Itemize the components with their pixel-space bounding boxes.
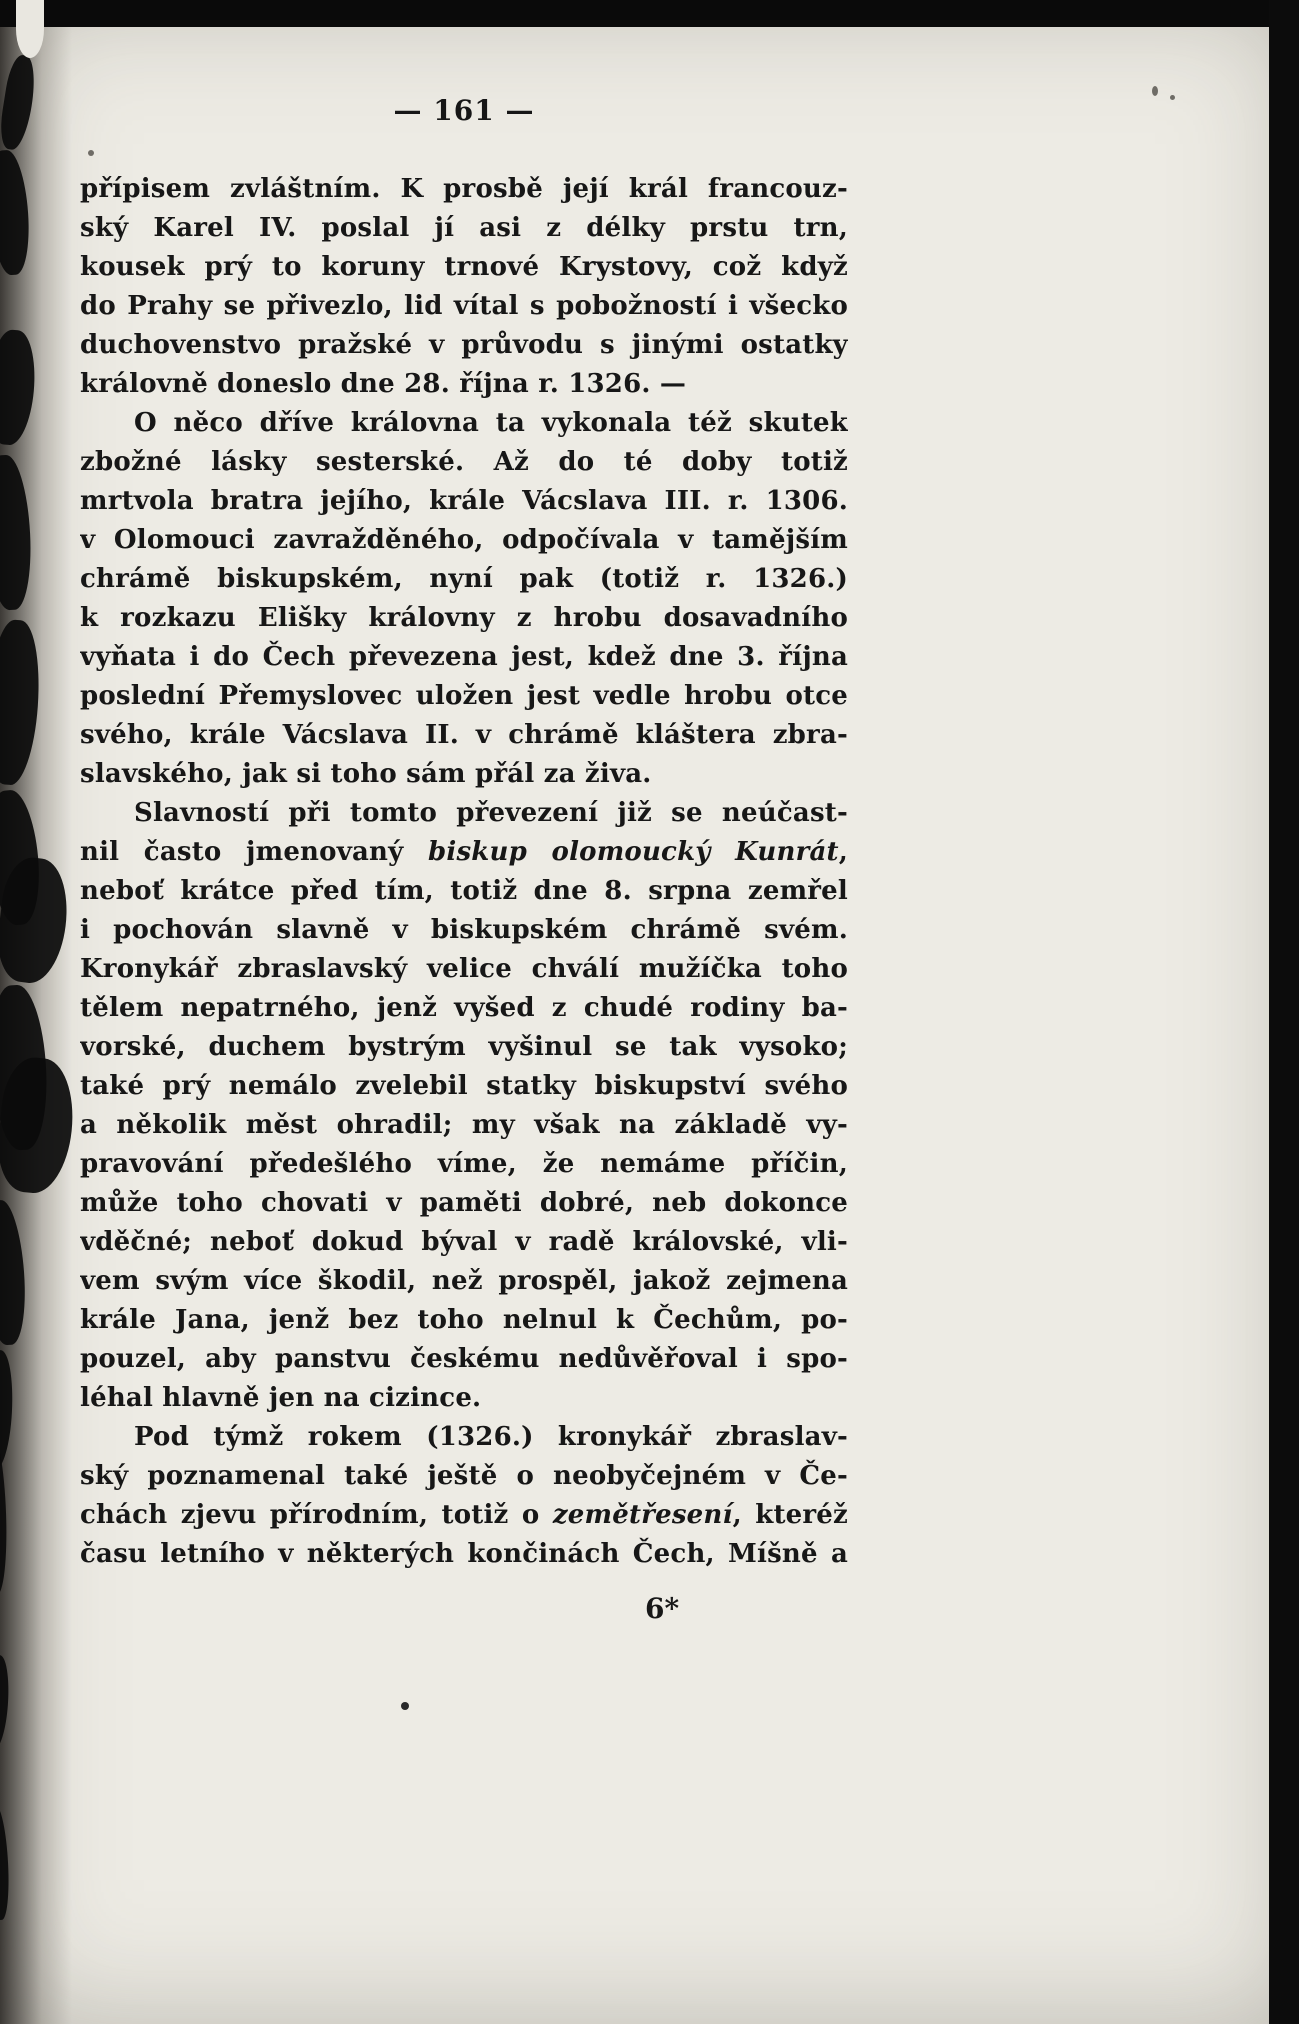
text-line — [80, 287, 848, 326]
text-segment: neboť krátce před tím, totiž dne 8. srpna zemřel — [80, 876, 848, 906]
text-line — [80, 1067, 848, 1106]
text-segment: , — [838, 837, 848, 867]
text-segment: v Olomouci zavražděného, odpočívala v tamějším — [80, 525, 848, 555]
text-segment: vděčné; neboť dokud býval v radě královské, vli- — [80, 1227, 848, 1257]
text-line — [80, 1457, 848, 1496]
text-line — [80, 248, 848, 287]
text-segment: a několik měst ohradil; my však na základě vy- — [80, 1110, 848, 1140]
text-line — [80, 677, 848, 716]
text-line — [80, 950, 848, 989]
text-line — [80, 443, 848, 482]
text-segment: poslední Přemyslovec uložen jest vedle hrobu otce — [80, 681, 848, 711]
text-segment: nil často jmenovaný — [80, 837, 429, 867]
text-segment: ský poznamenal také ještě o neobyčejném v Če- — [80, 1461, 848, 1491]
text-segment: může toho chovati v paměti dobré, neb dokonce — [80, 1188, 848, 1218]
text-line — [80, 209, 848, 248]
text-line — [80, 1028, 848, 1067]
text-line — [80, 1535, 848, 1574]
text-segment: k rozkazu Elišky královny z hrobu dosavadního — [80, 603, 848, 633]
text-line — [80, 599, 848, 638]
text-segment: zbožné lásky sesterské. Až do té doby totiž — [80, 447, 848, 477]
text-line — [80, 1184, 848, 1223]
text-segment: ský Karel IV. poslal jí asi z délky prstu trn, — [80, 213, 848, 243]
text-line — [80, 794, 848, 833]
text-segment: chrámě biskupském, nyní pak (totiž r. 1326.) — [80, 564, 848, 594]
text-segment: O něco dříve královna ta vykonala též skutek — [134, 408, 848, 438]
text-segment: i pochován slavně v biskupském chrámě svém. — [80, 915, 848, 945]
text-line — [80, 404, 848, 443]
text-segment: přípisem zvláštním. K prosbě její král francouz- — [80, 174, 848, 204]
text-line — [80, 521, 848, 560]
text-line — [80, 1106, 848, 1145]
text-segment: , kteréž — [732, 1500, 848, 1530]
text-segment: královně doneslo dne 28. října r. 1326. — — [80, 369, 687, 399]
italic-text-segment: biskup olomoucký Kunrát — [428, 837, 839, 867]
text-segment: Pod týmž rokem (1326.) kronykář zbraslav- — [134, 1422, 848, 1452]
text-segment: pouzel, aby panstvu českému nedůvěřoval i spo- — [80, 1344, 848, 1374]
text-line — [80, 1262, 848, 1301]
text-segment: mrtvola bratra jejího, krále Vácslava III. r. 1306. — [80, 486, 848, 516]
text-segment: Kronykář zbraslavský velice chválí mužíčka toho — [80, 954, 848, 984]
text-line — [80, 326, 848, 365]
ink-dot — [401, 1702, 409, 1710]
scan-corner-patch — [16, 0, 44, 58]
text-line — [80, 638, 848, 677]
text-segment: času letního v některých končinách Čech, Míšně a — [80, 1539, 848, 1569]
text-segment: duchovenstvo pražské v průvodu s jinými ostatky — [80, 330, 848, 360]
text-line — [80, 1301, 848, 1340]
footer-signature-mark: 6* — [645, 1592, 680, 1625]
text-segment: krále Jana, jenž bez toho nelnul k Čechům, po- — [80, 1305, 848, 1335]
text-line — [80, 989, 848, 1028]
text-line — [80, 1418, 848, 1457]
text-segment: Slavností při tomto převezení již se neúčast- — [134, 798, 848, 828]
scan-artifact — [1152, 86, 1158, 96]
text-line — [80, 482, 848, 521]
scan-right-edge — [1269, 0, 1299, 2024]
text-segment: vorské, duchem bystrým vyšinul se tak vysoko; — [80, 1032, 848, 1062]
text-segment: do Prahy se přivezlo, lid vítal s pobožností i všecko — [80, 291, 848, 321]
text-line — [80, 1145, 848, 1184]
text-segment: svého, krále Vácslava II. v chrámě kláštera zbra- — [80, 720, 848, 750]
text-line — [80, 872, 848, 911]
text-line — [80, 365, 848, 404]
text-segment: tělem nepatrného, jenž vyšed z chudé rodiny ba- — [80, 993, 848, 1023]
text-segment: slavského, jak si toho sám přál za živa. — [80, 759, 652, 789]
page-number: — 161 — — [393, 94, 535, 127]
text-line — [80, 716, 848, 755]
text-segment: vem svým více škodil, než prospěl, jakož zejmena — [80, 1266, 848, 1296]
text-segment: chách zjevu přírodním, totiž o — [80, 1500, 553, 1530]
text-segment: kousek prý to koruny trnové Krystovy, což když — [80, 252, 848, 282]
text-segment: vyňata i do Čech převezena jest, kdež dne 3. října — [80, 642, 848, 672]
text-segment: také prý nemálo zvelebil statky biskupství svého — [80, 1071, 848, 1101]
text-block — [80, 170, 848, 1574]
scan-artifact — [1170, 95, 1175, 100]
text-line — [80, 1340, 848, 1379]
scan-artifact — [88, 150, 94, 156]
text-line — [80, 560, 848, 599]
italic-text-segment: zemětřesení — [552, 1500, 733, 1530]
text-line — [80, 1223, 848, 1262]
text-line — [80, 833, 848, 872]
text-segment: pravování předešlého víme, že nemáme příčin, — [80, 1149, 848, 1179]
text-segment: léhal hlavně jen na cizince. — [80, 1383, 482, 1413]
text-line — [80, 170, 848, 209]
text-line — [80, 911, 848, 950]
text-line — [80, 755, 848, 794]
text-line — [80, 1496, 848, 1535]
text-line — [80, 1379, 848, 1418]
scan-top-edge — [0, 0, 1299, 27]
